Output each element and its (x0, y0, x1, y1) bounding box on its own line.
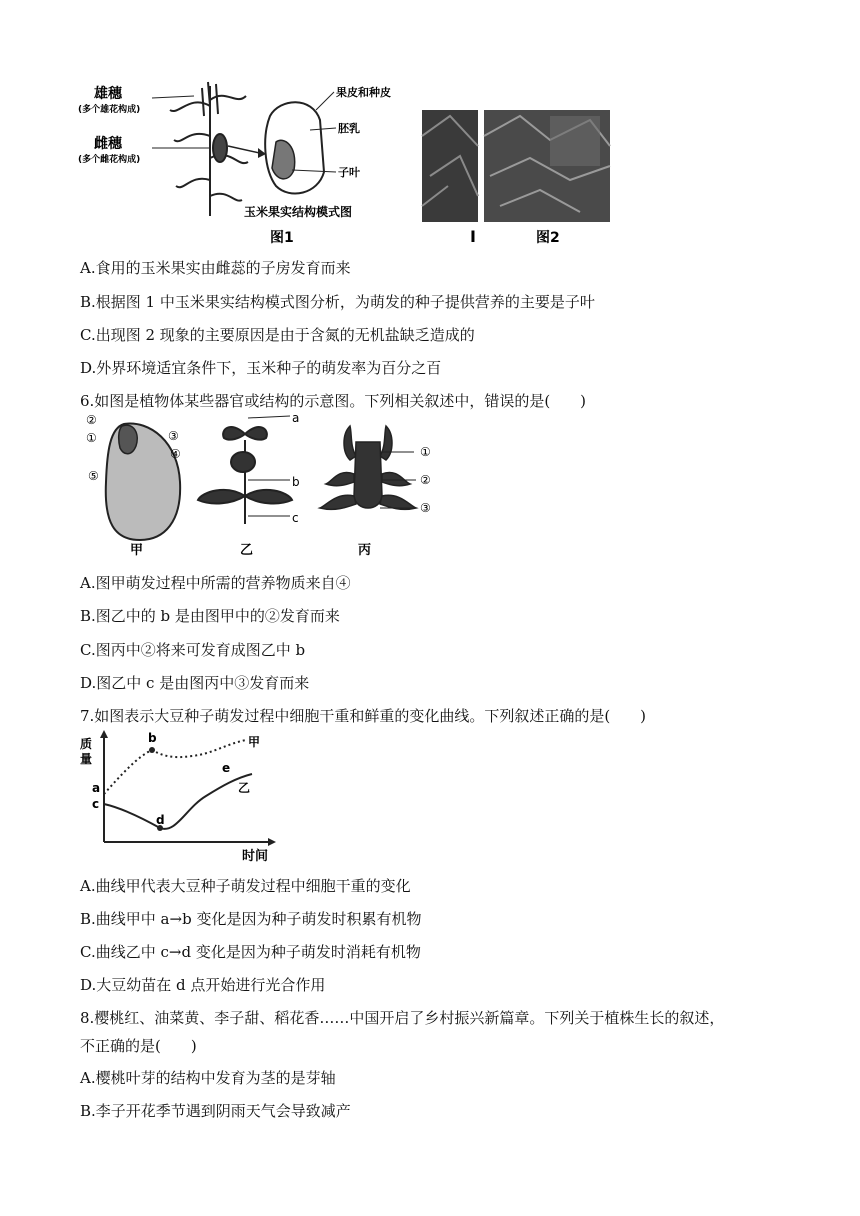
corn-fruit-model (265, 92, 336, 194)
seedling-yi-drawing (198, 416, 292, 524)
endosperm-label: 胚乳 (338, 122, 360, 135)
q8-stem-line-1: 8.樱桃红、油菜黄、李子甜、稻花香……中国开启了乡村振兴新篇章。下列关于植株生长的叙述， (80, 1009, 725, 1027)
pericarp-label: 果皮和种皮 (336, 86, 391, 99)
seed-mark-3: ③ (168, 429, 179, 443)
q5-option-c: C.出现图 2 现象的主要原因是由于含氮的无机盐缺乏造成的 (80, 326, 475, 344)
fruit-model-caption: 玉米果实结构模式图 (244, 205, 353, 219)
female-ear-label: 雌穗 (94, 136, 122, 152)
q7-option-d: D.大豆幼苗在 d 点开始进行光合作用 (80, 976, 326, 994)
label-yi: 乙 (240, 543, 254, 558)
q5-option-a: A.食用的玉米果实由雌蕊的子房发育而来 (80, 259, 351, 277)
bud-mark-1: ① (420, 445, 431, 459)
series-yi-name: 乙 (238, 781, 251, 795)
figure-2-mark: I (470, 227, 476, 246)
seed-mark-2: ② (86, 413, 97, 427)
q7-chart (76, 728, 286, 864)
point-label-a: a (92, 781, 101, 795)
q8-option-b: B.李子开花季节遇到阴雨天气会导致减产 (80, 1102, 351, 1120)
seedling-mark-b: b (292, 475, 300, 489)
figure-1-caption: 图1 (270, 230, 294, 246)
label-bing: 丙 (358, 543, 372, 558)
point-b (149, 747, 155, 753)
q5-option-b: B.根据图 1 中玉米果实结构模式图分析，为萌发的种子提供营养的主要是子叶 (80, 293, 595, 311)
chart-ylabel (80, 736, 92, 766)
chart-ylabel-char: 质 (80, 737, 93, 751)
chart-y-arrow (100, 730, 108, 738)
chart-ylabel-char: 量 (80, 752, 93, 766)
q7-stem: 7.如图表示大豆种子萌发过程中细胞干重和鲜重的变化曲线。下列叙述正确的是( ) (80, 707, 647, 725)
point-label-e: e (222, 761, 231, 775)
bud-mark-3: ③ (420, 501, 431, 515)
seedling-mark-a: a (292, 412, 300, 425)
q8-option-a: A.樱桃叶芽的结构中发育为茎的是芽轴 (80, 1069, 336, 1087)
q6-option-d: D.图乙中 c 是由图丙中③发育而来 (80, 674, 310, 692)
point-label-d: d (156, 813, 165, 827)
series-jia-name: 甲 (248, 735, 261, 749)
male-ear-label: 雄穗 (94, 86, 122, 102)
series-yi-line (104, 774, 252, 829)
seed-mark-4: ④ (170, 447, 181, 461)
label-jia: 甲 (130, 543, 144, 558)
female-ear-sub: (多个雌花构成) (78, 155, 141, 165)
q7-option-b: B.曲线甲中 a→b 变化是因为种子萌发时积累有机物 (80, 910, 422, 928)
q6-stem: 6.如图是植物体某些器官或结构的示意图。下列相关叙述中，错误的是( ) (80, 392, 587, 410)
q6-option-a: A.图甲萌发过程中所需的营养物质来自④ (80, 574, 351, 592)
chart-xlabel: 时间 (242, 849, 269, 864)
seed-mark-5: ⑤ (88, 469, 99, 483)
point-label-c: c (92, 797, 100, 811)
q6-option-c: C.图丙中②将来可发育成图乙中 b (80, 641, 306, 659)
q6-option-b: B.图乙中的 b 是由图甲中的②发育而来 (80, 607, 340, 625)
point-label-b: b (148, 731, 157, 745)
cotyledon-label: 子叶 (338, 166, 360, 179)
bud-bing-drawing (320, 426, 416, 509)
bud-mark-2: ② (420, 473, 431, 487)
figure-1-2 (70, 76, 630, 248)
figure-2-caption: 图2 (536, 230, 560, 246)
q7-option-c: C.曲线乙中 c→d 变化是因为种子萌发时消耗有机物 (80, 943, 421, 961)
figure-2-photos (422, 110, 610, 222)
seedling-mark-c: c (292, 511, 299, 525)
q6-figure (80, 412, 460, 560)
corn-plant-drawing (170, 82, 248, 216)
q8-stem-line-2: 不正确的是( ) (80, 1037, 197, 1055)
q7-option-a: A.曲线甲代表大豆种子萌发过程中细胞干重的变化 (80, 877, 411, 895)
male-ear-sub: (多个雄花构成) (78, 105, 141, 115)
chart-x-arrow (268, 838, 276, 846)
q5-option-d: D.外界环境适宜条件下，玉米种子的萌发率为百分之百 (80, 359, 442, 377)
seed-mark-1: ① (86, 431, 97, 445)
